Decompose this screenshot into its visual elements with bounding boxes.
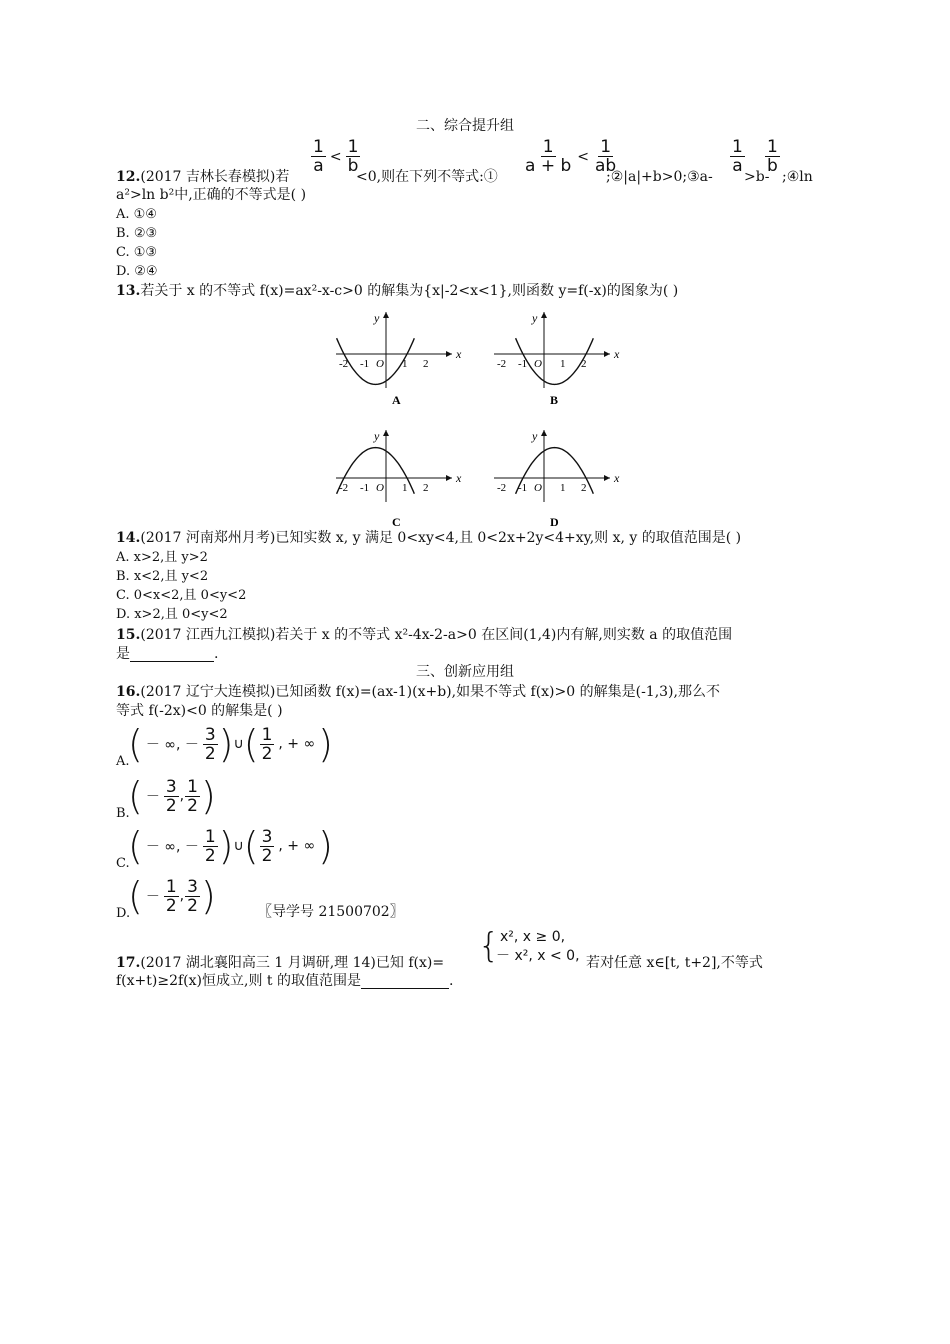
q16-c-left: － ∞, － [145,839,199,855]
union-symbol: ∪ [233,736,244,752]
q12-frac-1a: $\frac{1}{a}$ [313,137,324,176]
q12-stem-c: ;②|a|+b>0;③a- [606,169,713,185]
tick-label: O [376,358,384,370]
question-number: 15. [116,627,141,643]
y-axis-arrow [383,430,389,436]
q12-stem-e: ;④ln [782,169,813,185]
q12-lt: < [329,148,342,165]
y-axis-arrow [541,312,547,318]
union-symbol: ∪ [233,838,244,854]
q15-line2-start: 是 [116,646,130,662]
q12-option-b[interactable]: B. ②③ [116,226,158,241]
q16-option-c-label[interactable]: C. [116,856,130,871]
q13-graph-a[interactable] [330,308,470,408]
q17-stem [116,955,444,971]
left-paren: ( [128,874,143,918]
tick-label: -1 [518,358,528,370]
q16-d-frac2: $\frac{3}{2}$ [187,876,198,916]
q17-text-start: (2017 湖北襄阳高三 1 月调研,理 14)已知 f(x)= [140,955,445,971]
tick-label: 1 [560,358,566,370]
q16-d-frac1: $\frac{1}{2}$ [165,876,177,916]
q17-line2-start: f(x+t)≥2f(x)恒成立,则 t 的取值范围是 [116,973,361,989]
question-number: 13. [116,283,141,299]
x-axis-label: x [456,471,462,485]
q14-option-b[interactable]: B. x<2,且 y<2 [116,569,209,584]
comma: , [179,788,185,804]
q12-option1-frac [522,138,619,175]
tick-label: 2 [581,482,587,494]
q17-answer-blank[interactable] [361,974,449,989]
tick-label: 1 [560,482,566,494]
right-paren: ) [318,722,333,766]
q16-a-frac2: $\frac{1}{2}$ [261,724,273,764]
y-axis-arrow [383,312,389,318]
tick-label: -2 [497,482,507,494]
section-2-title: 二、综合提升组 [416,118,514,134]
tick-label: -2 [339,482,349,494]
graph-letter: A [392,393,401,407]
q16-option-c[interactable] [128,826,333,866]
graph-letter: C [392,515,401,529]
y-axis-arrow [541,430,547,436]
tick-label: O [534,358,542,370]
y-axis-label: y [374,311,380,325]
q12-option-c[interactable]: C. ①③ [116,245,158,260]
question-number: 14. [116,530,141,546]
q16-c-right: , + ∞ [278,838,316,854]
q16-stem-line2: 等式 f(-2x)<0 的解集是( ) [116,703,283,719]
tick-label: 1 [402,358,408,370]
q17-case-1: x², x ≥ 0, [500,929,566,945]
q16-option-b[interactable] [128,776,216,816]
q16-option-d[interactable] [128,876,216,916]
right-paren: ) [200,874,216,918]
question-number: 12. [116,169,141,185]
question-number: 16. [116,684,141,700]
q16-stem [116,684,720,700]
tick-label: O [534,482,542,494]
q16-text: (2017 辽宁大连模拟)已知函数 f(x)=(ax-1)(x+b),如果不等式 f(x)>0 的解集是(-1,3),那么不 [140,684,720,700]
tick-label: -1 [518,482,528,494]
q15-line2 [116,646,218,662]
q17-line2 [116,973,453,989]
q16-a-frac1: $\frac{3}{2}$ [204,724,216,764]
q16-option-b-label[interactable]: B. [116,806,130,821]
left-paren: ( [243,824,259,868]
q17-case-2: － x², x < 0, [496,948,580,964]
q16-a-right: , + ∞ [278,736,316,752]
tick-label: 2 [423,482,429,494]
q12-stem-line2: a²>ln b²中,正确的不等式是( ) [116,187,307,203]
tick-label: O [376,482,384,494]
q15-text: (2017 江西九江模拟)若关于 x 的不等式 x²-4x-2-a>0 在区间(1,4)内有解,则实数 a 的取值范围 [140,627,733,643]
q16-option-d-label[interactable]: D. [116,906,131,921]
q12-frac-1-over-a: $\frac{1}{a}$ [732,137,743,176]
q16-b-minus: － [145,789,160,805]
q16-a-left: － ∞, － [145,737,199,753]
q14-text: (2017 河南郑州月考)已知实数 x, y 满足 0<xy<4,且 0<2x+2y<4+xy,则 x, y 的取值范围是( ) [140,530,742,546]
left-paren: ( [243,722,259,766]
q14-option-a[interactable]: A. x>2,且 y>2 [116,550,208,565]
q13-graph-d[interactable] [488,418,628,530]
q16-b-frac1: $\frac{3}{2}$ [165,776,177,816]
q13-stem [116,283,678,299]
q12-number [116,169,289,185]
x-axis-label: x [456,347,462,361]
tick-label: -1 [360,482,370,494]
q16-option-a[interactable] [128,724,333,764]
x-axis-label: x [614,347,620,361]
piecewise-brace: { [478,926,500,966]
q16-option-a-label[interactable]: A. [116,754,130,769]
y-axis-label: y [532,311,538,325]
q15-line2-end: . [214,646,219,662]
tick-label: 2 [423,358,429,370]
y-axis-label: y [532,429,538,443]
q12-frac-1b: $\frac{1}{b}$ [347,137,359,176]
y-axis-label: y [374,429,380,443]
q15-stem [116,627,732,643]
q14-option-d[interactable]: D. x>2,且 0<y<2 [116,607,228,622]
q12-stem-start: (2017 吉林长春模拟)若 [140,169,290,185]
x-axis-label: x [614,471,620,485]
right-paren: ) [200,774,216,818]
question-number: 17. [116,955,141,971]
right-paren: ) [318,824,333,868]
tick-label: -2 [339,358,349,370]
q16-b-frac2: $\frac{1}{2}$ [187,776,198,816]
left-paren: ( [128,722,143,766]
q13-graph-c[interactable] [330,418,470,530]
tick-label: 1 [402,482,408,494]
q12-stem-d: >b- [744,169,770,185]
q16-d-minus: － [145,889,160,905]
q12-frac-1-over-b: $\frac{1}{b}$ [767,137,778,176]
left-paren: ( [128,774,143,818]
q15-answer-blank[interactable] [130,647,214,662]
comma: , [179,888,185,904]
left-paren: ( [128,824,143,868]
q13-graph-b[interactable] [488,308,628,408]
q17-line2-end: . [448,973,454,989]
x-axis-arrow [446,475,452,481]
right-paren: ) [218,722,234,766]
q16-c-frac1: $\frac{1}{2}$ [204,826,216,866]
q16-c-frac2: $\frac{3}{2}$ [261,826,273,866]
q12-frac-1-ab: $\frac{1}{ab}$ [595,137,617,176]
tick-label: 2 [581,358,587,370]
x-axis-arrow [604,475,610,481]
q12-frac-1-a-plus-b: $\frac{1}{a + b}$ [525,137,572,176]
q17-text-mid: 若对任意 x∈[t, t+2],不等式 [586,955,763,971]
q12-stem-mid: <0,则在下列不等式:① [356,169,498,185]
right-paren: ) [218,824,234,868]
q12-option-d[interactable]: D. ②④ [116,264,158,279]
q12-option-a[interactable]: A. ①④ [116,207,157,222]
q12-fraction-row [310,138,361,175]
guide-number: 〖导学号 21500702〗 [258,904,404,920]
tick-label: -2 [497,358,507,370]
q12-lt2: < [577,148,589,165]
section-3-title: 三、创新应用组 [416,664,514,680]
graph-letter: B [550,393,559,407]
graph-letter: D [550,515,559,529]
parabola-curve [516,338,594,384]
q14-stem [116,530,741,546]
x-axis-arrow [446,351,452,357]
q13-text: 若关于 x 的不等式 f(x)=ax²-x-c>0 的解集为{x|-2<x<1},则函数 y=f(-x)的图象为( ) [140,283,679,299]
tick-label: -1 [360,358,370,370]
x-axis-arrow [604,351,610,357]
q14-option-c[interactable]: C. 0<x<2,且 0<y<2 [116,588,247,603]
